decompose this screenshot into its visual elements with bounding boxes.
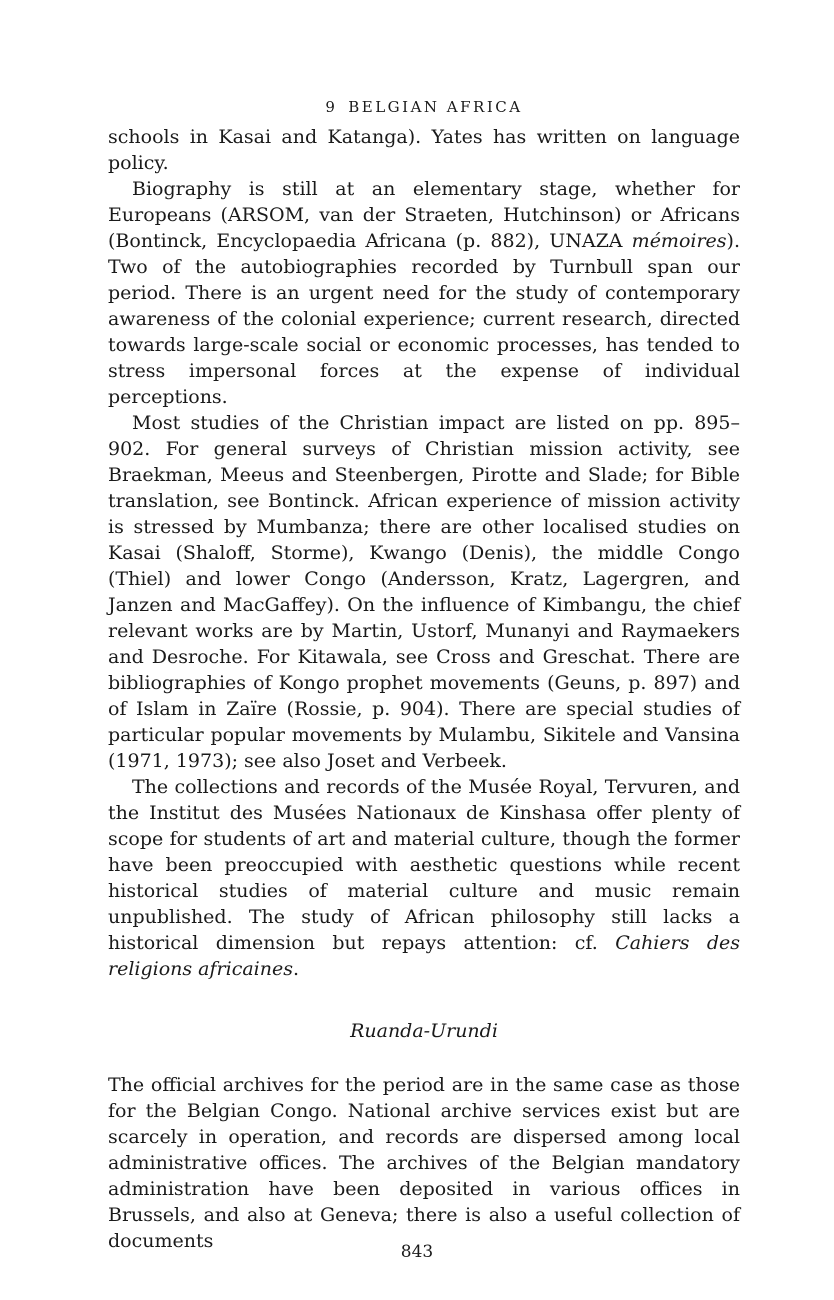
body-text xyxy=(108,124,740,1254)
chapter-title: BELGIAN AFRICA xyxy=(348,98,523,116)
paragraph-2-italic: mémoires xyxy=(631,230,727,252)
paragraph-1: schools in Kasai and Katanga). Yates has written on language policy. xyxy=(108,126,740,174)
paragraph-2-text-a: Biography is still at an elementary stage, whether for Europeans (ARSOM, van der Straeten, Hutchinson) or Africans (Bontinck, Encyclopaedia Africana (p. 882), UNAZA xyxy=(108,178,740,252)
running-head xyxy=(108,96,740,118)
paragraph-3: Most studies of the Christian impact are listed on pp. 895–902. For general surveys of Christian mission activity, see Braekman, Meeus and Steenbergen, Pirotte and Slade; for Bible translation, see Bontinck. African experience of mission activity is stressed by Mumbanza; there are other localised studies on Kasai (Shaloff, Storme), Kwango (Denis), the middle Congo (Thiel) and lower Congo (Andersson, Kratz, Lagergren, and Janzen and MacGaffey). On the influence of Kimbangu, the chief relevant works are by Martin, Ustorf, Munanyi and Raymaekers and Desroche. For Kitawala, see Cross and Greschat. There are bibliographies of Kongo prophet movements (Geuns, p. 897) and of Islam in Zaïre (Rossie, p. 904). There are special studies of particular popular movements by Mulambu, Sikitele and Vansina (1971, 1973); see also Joset and Verbeek. xyxy=(108,412,740,772)
paragraph-2-text-b: ). Two of the autobiographies recorded by Turnbull span our period. There is an urgent need for the study of contemporary awareness of the colonial experience; current research, directed towards large-scale social or economic processes, has tended to stress impersonal forces at the expense of individual perceptions. xyxy=(108,230,740,408)
section-heading: Ruanda-Urundi xyxy=(350,1020,498,1042)
paragraph-2 xyxy=(108,176,740,410)
page-number: 843 xyxy=(400,1242,434,1262)
paragraph-5: The official archives for the period are in the same case as those for the Belgian Congo. National archive services exist but are scarcely in operation, and records are dispersed among local administrative offices. The archives of the Belgian mandatory administration have been deposited in various offices in Brussels, and also at Geneva; there is also a useful collection of documents xyxy=(108,1074,740,1252)
paragraph-4-text-a: The collections and records of the Musée Royal, Tervuren, and the Institut des Musées Nationaux de Kinshasa offer plenty of scope for students of art and material culture, though the former have been preoccupied with aesthetic questions while recent historical studies of material culture and music remain unpublished. The study of African philosophy still lacks a historical dimension but repays attention: cf. xyxy=(108,776,740,954)
paragraph-4-text-b: . xyxy=(292,958,300,980)
paragraph-4 xyxy=(108,774,740,982)
page-body xyxy=(108,96,740,1254)
paragraph-4-italic: Cahiers des religions africaines xyxy=(108,932,741,980)
chapter-number: 9 xyxy=(325,98,335,116)
